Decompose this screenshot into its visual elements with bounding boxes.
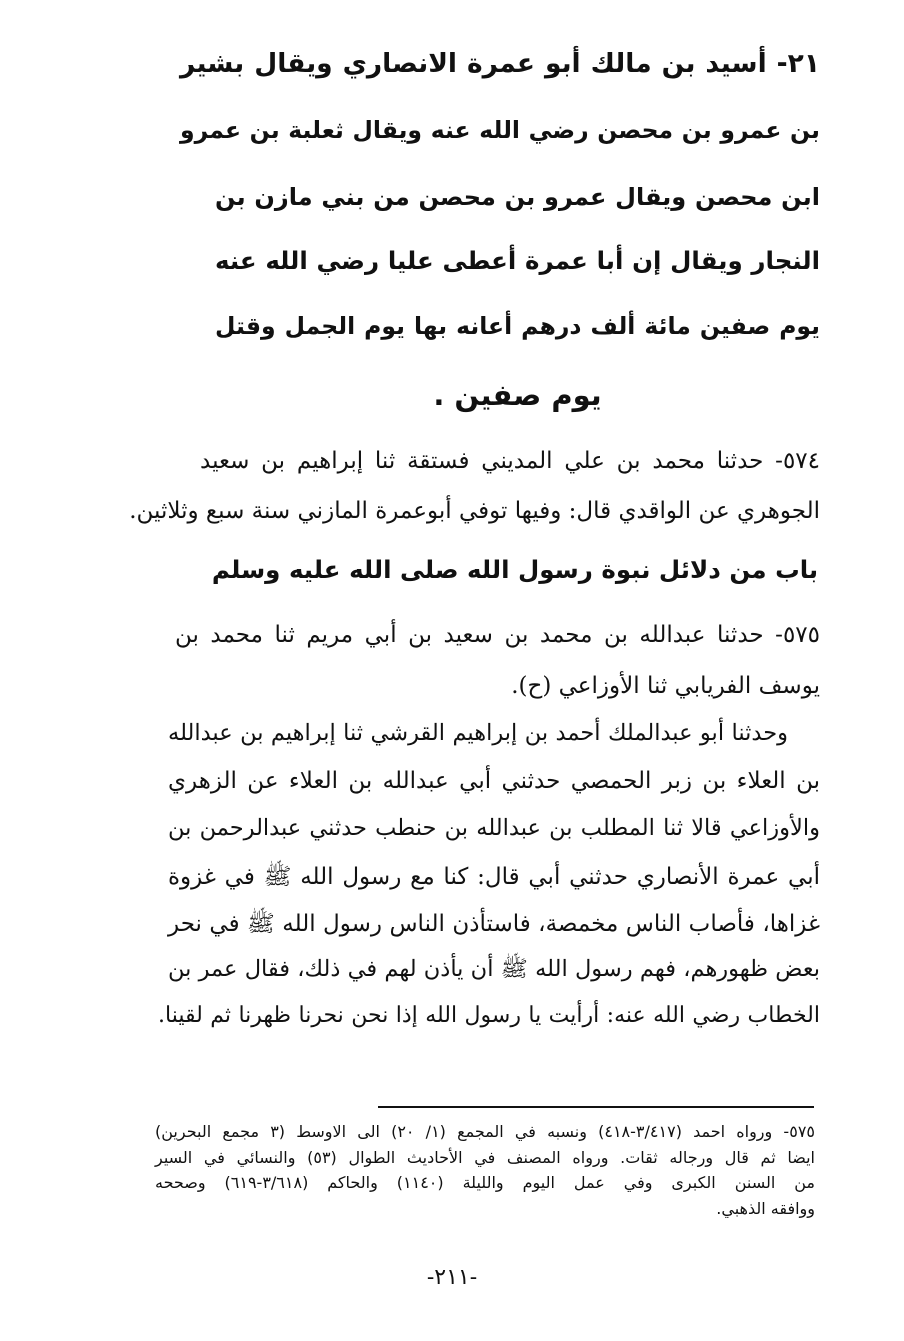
footnote-line: ٥٧٥- ورواه احمد (٣/٤١٧-٤١٨) ونسبه في المجمع (١/ ٢٠) الى الاوسط (٣ مجمع البحرين) [155, 1122, 815, 1141]
heading-line: ٢١- أسيد بن مالك أبو عمرة الانصاري ويقال بشير [180, 48, 820, 79]
text-line: الخطاب رضي الله عنه: أرأيت يا رسول الله إذا نحن نحرنا ظهرنا ثم لقينا. [158, 1003, 820, 1028]
text-line: غزاها، فأصاب الناس مخمصة، فاستأذن الناس رسول الله ﷺ في نحر [168, 911, 820, 937]
heading-line: يوم صفين مائة ألف درهم أعانه بها يوم الجمل وقتل [215, 312, 820, 340]
text-line: وحدثنا أبو عبدالملك أحمد بن إبراهيم القرشي ثنا إبراهيم بن عبدالله [168, 720, 788, 746]
heading-line: ابن محصن ويقال عمرو بن محصن من بني مازن بن [215, 183, 820, 211]
text-line: أبي عمرة الأنصاري حدثني أبي قال: كنا مع رسول الله ﷺ في غزوة [168, 864, 820, 890]
heading-line: يوم صفين . [433, 378, 602, 412]
footnote-line: من السنن الكبرى وفي عمل اليوم والليلة (١١٤٠) والحاكم (٣/٦١٨-٦١٩) وصححه [155, 1173, 816, 1192]
text-line: ٥٧٥- حدثنا عبدالله بن محمد بن سعيد بن أبي مريم ثنا محمد بن [175, 622, 820, 648]
text-line: الجوهري عن الواقدي قال: وفيها توفي أبوعمرة المازني سنة سبع وثلاثين. [129, 498, 820, 524]
page-number: -٢١١- [426, 1265, 478, 1290]
text-line: بن العلاء بن زبر الحمصي حدثني أبي عبدالله بن العلاء عن الزهري [168, 768, 820, 794]
footnote-line: ايضا ثم قال ورجاله ثقات. ورواه المصنف في الأحاديث الطوال (٥٣) والنسائي في السير [155, 1148, 815, 1167]
text-line: يوسف الفريابي ثنا الأوزاعي (ح). [511, 673, 820, 699]
text-line: بعض ظهورهم، فهم رسول الله ﷺ أن يأذن لهم في ذلك، فقال عمر بن [168, 956, 820, 982]
text-line: ٥٧٤- حدثنا محمد بن علي المديني فستقة ثنا إبراهيم بن سعيد [200, 448, 820, 474]
footnote-line: ووافقه الذهبي. [716, 1199, 815, 1218]
text-line: والأوزاعي قالا ثنا المطلب بن عبدالله بن حنطب حدثني عبدالرحمن بن [168, 815, 820, 841]
heading-line: النجار ويقال إن أبا عمرة أعطى عليا رضي الله عنه [215, 246, 820, 275]
footnote-separator [378, 1106, 814, 1108]
heading-line: بن عمرو بن محصن رضي الله عنه ويقال ثعلبة بن عمرو [180, 116, 820, 144]
bab-title: باب من دلائل نبوة رسول الله صلى الله عليه وسلم [211, 555, 819, 584]
